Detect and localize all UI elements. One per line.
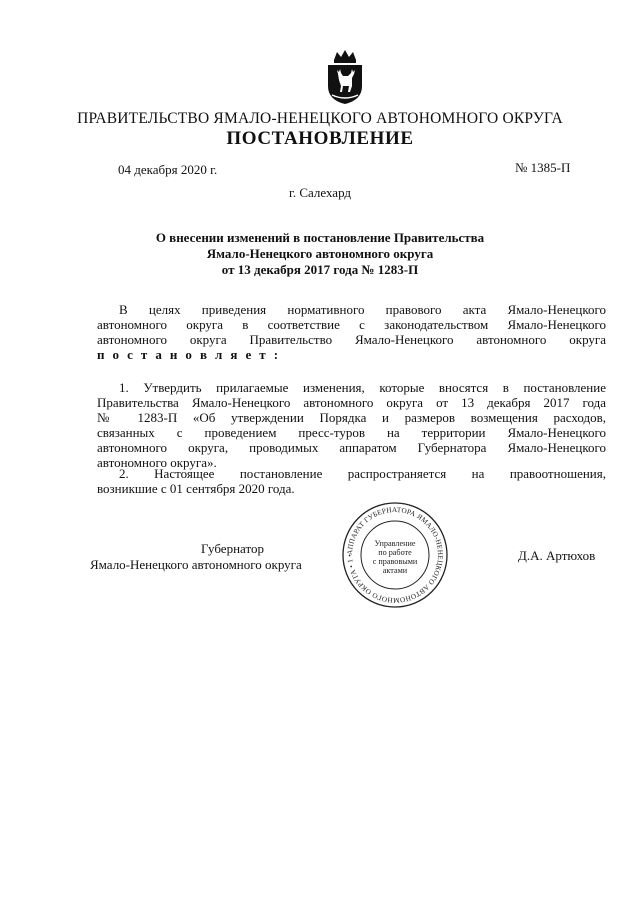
heading-line: от 13 декабря 2017 года № 1283-П bbox=[221, 262, 419, 277]
preamble-line: автономного округа Правительство Ямало-Ненецкого автономного округа bbox=[97, 332, 606, 347]
item-line: 2. Настоящее постановление распространяется на правоотношения, bbox=[119, 466, 606, 481]
item-line: Правительства Ямало-Ненецкого автономного округа от 13 декабря 2017 года bbox=[97, 395, 606, 410]
heading-line: Ямало-Ненецкого автономного округа bbox=[206, 246, 434, 261]
decree-word: п о с т а н о в л я е т : bbox=[97, 347, 281, 362]
preamble-line: В целях приведения нормативного правового акта Ямало-Ненецкого bbox=[119, 302, 606, 317]
signatory-position bbox=[90, 541, 345, 573]
heading-line: О внесении изменений в постановление Правительства bbox=[155, 230, 485, 245]
item-line: связанных с проведением пресс-туров на территории Ямало-Ненецкого bbox=[97, 425, 606, 440]
stamp-line: с правовыми bbox=[372, 557, 418, 566]
document-heading bbox=[100, 230, 540, 278]
item-line: возникшие с 01 сентября 2020 года. bbox=[97, 481, 295, 496]
document-date: 04 декабря 2020 г. bbox=[118, 162, 218, 177]
signatory-region: Ямало-Ненецкого автономного округа bbox=[90, 557, 302, 572]
stamp-line: по работе bbox=[378, 548, 412, 557]
government-title: ПРАВИТЕЛЬСТВО ЯМАЛО-НЕНЕЦКОГО АВТОНОМНОГО ОКРУГА bbox=[77, 110, 563, 127]
preamble-line: автономного округа в соответствие с законодательством Ямало-Ненецкого bbox=[97, 317, 606, 332]
stamp-ring-text: АППАРАТ ГУБЕРНАТОРА ЯМАЛО-НЕНЕЦКОГО АВТОНОМНОГО ОКРУГА • 1 • bbox=[345, 505, 445, 605]
official-stamp bbox=[340, 500, 450, 610]
document-number: № 1385-П bbox=[515, 160, 571, 175]
decree-item-1 bbox=[97, 380, 606, 470]
signatory-name: Д.А. Артюхов bbox=[518, 548, 596, 563]
preamble bbox=[97, 302, 606, 362]
item-line: автономного округа, проводимых аппаратом Губернатора Ямало-Ненецкого bbox=[97, 440, 606, 455]
item-line: автономного округа». bbox=[97, 455, 217, 470]
signatory-title: Губернатор bbox=[201, 541, 264, 556]
stamp-line: актами bbox=[382, 566, 408, 575]
item-line: 1. Утвердить прилагаемые изменения, которые вносятся в постановление bbox=[119, 380, 606, 395]
decree-item-2 bbox=[97, 466, 606, 496]
coat-of-arms-icon bbox=[324, 48, 366, 106]
item-line: № 1283-П «Об утверждении Порядка и размеров возмещения расходов, bbox=[97, 410, 606, 425]
document-type: ПОСТАНОВЛЕНИЕ bbox=[226, 128, 414, 149]
document-city: г. Салехард bbox=[288, 185, 352, 200]
stamp-line: Управление bbox=[374, 539, 416, 548]
